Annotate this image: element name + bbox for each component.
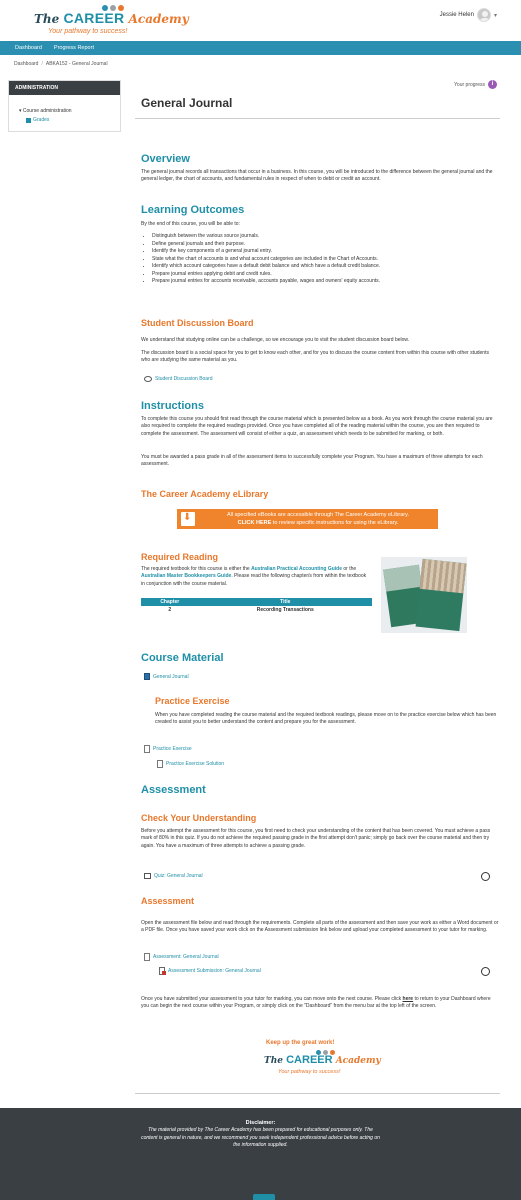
forum-icon <box>144 376 152 382</box>
divider <box>135 1093 500 1094</box>
discussion-text-2: The discussion board is a social space for you to get to know each other, and for you to discuss the course content from within this course with other students who are studying the same material as you. <box>141 350 489 364</box>
column-header: Title <box>199 598 372 606</box>
user-name: Jessie Helen <box>439 12 474 18</box>
check-understanding-text: Before you attempt the assessment for this course, you first need to check your understanding of the content that has been covered. You must achieve a pass mark of 80% in this quiz. If you do not achieve the required passing grade in the first attempt don't panic; simply go back over the course material and then try again. You have a maximum of three attempts to achieve a passing grade. <box>141 828 491 849</box>
elibrary-banner[interactable] <box>177 509 438 529</box>
grades-icon <box>26 118 31 123</box>
instructions-text-1: To complete this course you should first read through the course material which is presented below as a book. As you work through the course material you are also required to complete the required readings provided. Once you have completed all of the reading material within the course, you are then required to complete the assessment. The assessment will consist of either a quiz, an assessment which needs to be submitted for marking, or both. <box>141 416 493 437</box>
discussion-text-1: We understand that studying online can be a challenge, so we encourage you to visit the student discussion board below. <box>141 337 410 343</box>
disclaimer-text: The material provided by The Career Academy has been prepared for educational purposes only. The content is general in nature, and we recommend you seek independent professional advice before acting on the information supplied. <box>141 1127 380 1148</box>
table-row <box>141 606 372 614</box>
caret-down-icon: ▾ <box>19 108 23 114</box>
info-icon[interactable]: i <box>488 80 497 89</box>
assignment-icon <box>159 967 165 975</box>
progress-indicator <box>454 80 497 89</box>
overview-heading: Overview <box>141 153 190 165</box>
elibrary-heading: The Career Academy eLibrary <box>141 489 269 499</box>
breadcrumb-separator: / <box>41 61 43 67</box>
title-cell: Recording Transactions <box>256 607 314 613</box>
list-item: • Identify the key components of a general journal entry. <box>152 248 498 256</box>
assessment-text: Open the assessment file below and read through the requirements. Complete all parts of the assessment and then save your work as either a Word document or a PDF file. Once you have saved your work click on the Assessment submission link below and upload your completed assessment to your tutor for marking. <box>141 920 499 934</box>
main-nav <box>0 41 521 55</box>
course-administration[interactable]: ▾ Course administration <box>19 108 72 114</box>
administration-block <box>8 80 121 132</box>
download-icon <box>181 512 195 526</box>
practice-solution-link[interactable]: Practice Exercise Solution <box>157 760 224 768</box>
logo-the: The <box>34 12 60 26</box>
textbook-link-1[interactable]: Australian Practical Accounting Guide <box>251 566 343 572</box>
practice-exercise-link[interactable]: Practice Exercise <box>144 745 192 753</box>
list-item: • State what the chart of accounts is and what account categories are included in the Chart of Accounts. <box>152 256 498 264</box>
book-icon <box>144 673 150 680</box>
list-item: • Prepare journal entries for accounts receivable, accounts payable, wages and owners' equity accounts. <box>152 278 498 286</box>
list-item: • Define general journals and their purpose. <box>152 241 498 249</box>
outcomes-heading: Learning Outcomes <box>141 204 245 216</box>
instructions-heading: Instructions <box>141 400 204 412</box>
chevron-down-icon: ▾ <box>493 12 497 19</box>
footer <box>0 1108 521 1200</box>
assessment-submission-link[interactable]: Assessment Submission: General Journal <box>159 967 261 975</box>
assessment-heading: Assessment <box>141 784 206 796</box>
assessment-subheading: Assessment <box>141 896 195 906</box>
logo-academy: Academy <box>128 12 189 26</box>
breadcrumb <box>14 61 108 67</box>
page-header <box>0 0 521 41</box>
block-title: ADMINISTRATION <box>9 81 120 95</box>
instructions-text-2: You must be awarded a pass grade in all of the assessment items to successfully complete your Program. You have a maximum of three attempts for each assessment. <box>141 454 483 468</box>
progress-label: Your progress <box>454 81 485 88</box>
outcomes-list <box>148 233 498 286</box>
reading-heading: Required Reading <box>141 552 219 562</box>
career-academy-logo[interactable] <box>34 4 189 38</box>
page-icon <box>144 953 150 961</box>
closing-text: Once you have submitted your assessment to your tutor for marking, you can move onto the next course. Please click here to return to your Dashboard where you can begin the next course within your Program, or simply click on the "Dashboard" from the menu bar at the top left of the screen. <box>141 996 491 1010</box>
practice-text: When you have completed reading the course material and the required textbook readings, please move on to the practice exercise below which has been created to assist you to better understand the content and prepare you for the assessment. <box>155 712 497 726</box>
table-header-row <box>141 598 372 606</box>
chapter-cell: 2 <box>168 607 172 613</box>
logo-tagline: Your pathway to success! <box>48 28 128 35</box>
breadcrumb-dashboard[interactable]: Dashboard <box>14 61 39 67</box>
elibrary-click-here[interactable]: CLICK HERE <box>237 520 272 526</box>
avatar <box>477 8 491 22</box>
practice-heading: Practice Exercise <box>155 696 230 706</box>
page-icon <box>144 745 150 753</box>
elibrary-line-2: to review specific instructions for using the eLibrary. <box>271 520 399 526</box>
breadcrumb-course[interactable]: ABKA152 - General Journal <box>45 61 108 67</box>
divider <box>135 118 500 119</box>
nav-progress-report[interactable]: Progress Report <box>53 45 94 51</box>
textbook-link-2[interactable]: Australian Master Bookkeepers Guide <box>141 573 232 580</box>
quiz-icon <box>144 873 151 879</box>
nav-dashboard[interactable]: Dashboard <box>15 45 42 51</box>
list-item: • Distinguish between the various source journals. <box>152 233 498 241</box>
page-title: General Journal <box>141 96 233 110</box>
list-item: • Identify which account categories have a default debit balance and which have a default credit balance. <box>152 263 498 271</box>
discussion-board-link[interactable]: Student Discussion Board <box>144 376 213 382</box>
column-header: Chapter <box>141 598 199 606</box>
textbook-cover-image <box>381 557 467 633</box>
disclaimer-title: Disclaimer: <box>245 1120 276 1126</box>
quiz-link[interactable]: Quiz: General Journal <box>144 873 203 879</box>
career-academy-logo-footer: The CAREER Academy Your pathway to success! <box>264 1050 354 1082</box>
discussion-heading: Student Discussion Board <box>141 318 254 328</box>
general-journal-book-link[interactable]: General Journal <box>144 673 189 680</box>
assessment-file-link[interactable]: Assessment: General Journal <box>144 953 219 961</box>
outcomes-intro: By the end of this course, you will be able to: <box>141 221 240 227</box>
page-icon <box>157 760 163 768</box>
check-understanding-heading: Check Your Understanding <box>141 813 257 823</box>
course-material-heading: Course Material <box>141 652 224 664</box>
back-to-top-tab[interactable] <box>253 1194 275 1200</box>
completion-checkbox[interactable] <box>481 872 490 881</box>
overview-text: The general journal records all transactions that occur in a business. In this course, you will be introduced to the difference between the general journal and the general ledger, the chart of accounts, and fundamental rules in respect of when to debit or credit an account. <box>141 169 493 183</box>
dashboard-here-link[interactable]: here <box>402 996 414 1002</box>
list-item: • Prepare journal entries applying debit and credit rules. <box>152 271 498 279</box>
elibrary-line-1: All specified eBooks are accessible through The Career Academy eLibrary. <box>226 512 409 518</box>
logo-career: CAREER <box>63 10 125 26</box>
reading-table <box>141 598 372 614</box>
keep-up-message: Keep up the great work! <box>266 1040 335 1046</box>
reading-text: The required textbook for this course is either the Australian Practical Accounting Guide or the Australian Master Bookkeepers Guide. Please read the following chapter/s from within the textbook in conjunction with the course material. <box>141 566 367 587</box>
grades-link[interactable]: Grades <box>26 117 49 123</box>
completion-checkbox[interactable] <box>481 967 490 976</box>
user-menu[interactable] <box>440 7 497 23</box>
